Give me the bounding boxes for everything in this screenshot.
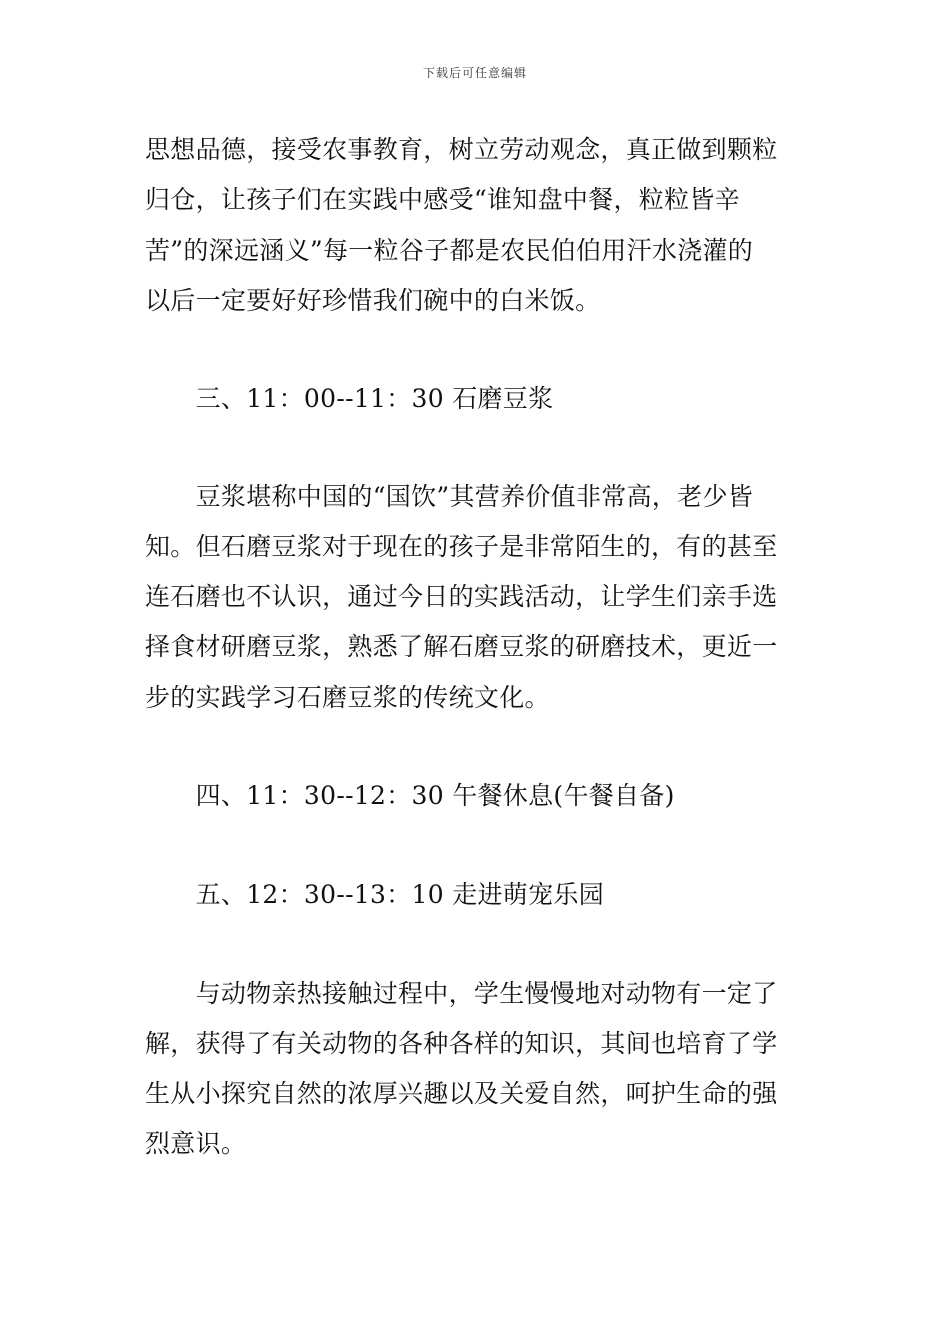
page-header: 下载后可任意编辑 (422, 66, 527, 80)
paragraph-3-line-5: 步的实践学习石磨豆浆的传统文化。 (145, 683, 550, 712)
section-5-heading: 五、12：30--13：10 走进萌宠乐园 (145, 880, 604, 909)
paragraph-1-line-3: 苦”的深远涵义”每一粒谷子都是农民伯伯用汗水浇灌的 (145, 236, 754, 265)
paragraph-1-line-2: 归仓，让孩子们在实践中感受“谁知盘中餐，粒粒皆辛 (145, 185, 740, 214)
paragraph-1-line-4: 以后一定要好好珍惜我们碗中的白米饭。 (145, 286, 601, 315)
paragraph-3-line-2: 知。但石磨豆浆对于现在的孩子是非常陌生的，有的甚至 (145, 532, 778, 561)
paragraph-3-line-4: 择食材研磨豆浆，熟悉了解石磨豆浆的研磨技术，更近一 (145, 632, 778, 661)
paragraph-1-line-1: 思想品德，接受农事教育，树立劳动观念，真正做到颗粒 (145, 135, 778, 164)
paragraph-3-line-3: 连石磨也不认识，通过今日的实践活动，让学生们亲手选 (145, 582, 778, 611)
section-4-heading: 四、11：30--12：30 午餐休息(午餐自备) (145, 781, 675, 810)
paragraph-5-line-3: 生从小探究自然的浓厚兴趣以及关爱自然，呵护生命的强 (145, 1079, 778, 1108)
section-3-heading: 三、11：00--11：30 石磨豆浆 (145, 384, 554, 413)
paragraph-5-line-4: 烈意识。 (145, 1129, 247, 1158)
paragraph-5-line-2: 解，获得了有关动物的各种各样的知识，其间也培育了学 (145, 1029, 778, 1058)
paragraph-5-line-1: 与动物亲热接触过程中，学生慢慢地对动物有一定了 (145, 979, 778, 1008)
paragraph-3-line-1: 豆浆堪称中国的“国饮”其营养价值非常高，老少皆 (145, 482, 754, 511)
